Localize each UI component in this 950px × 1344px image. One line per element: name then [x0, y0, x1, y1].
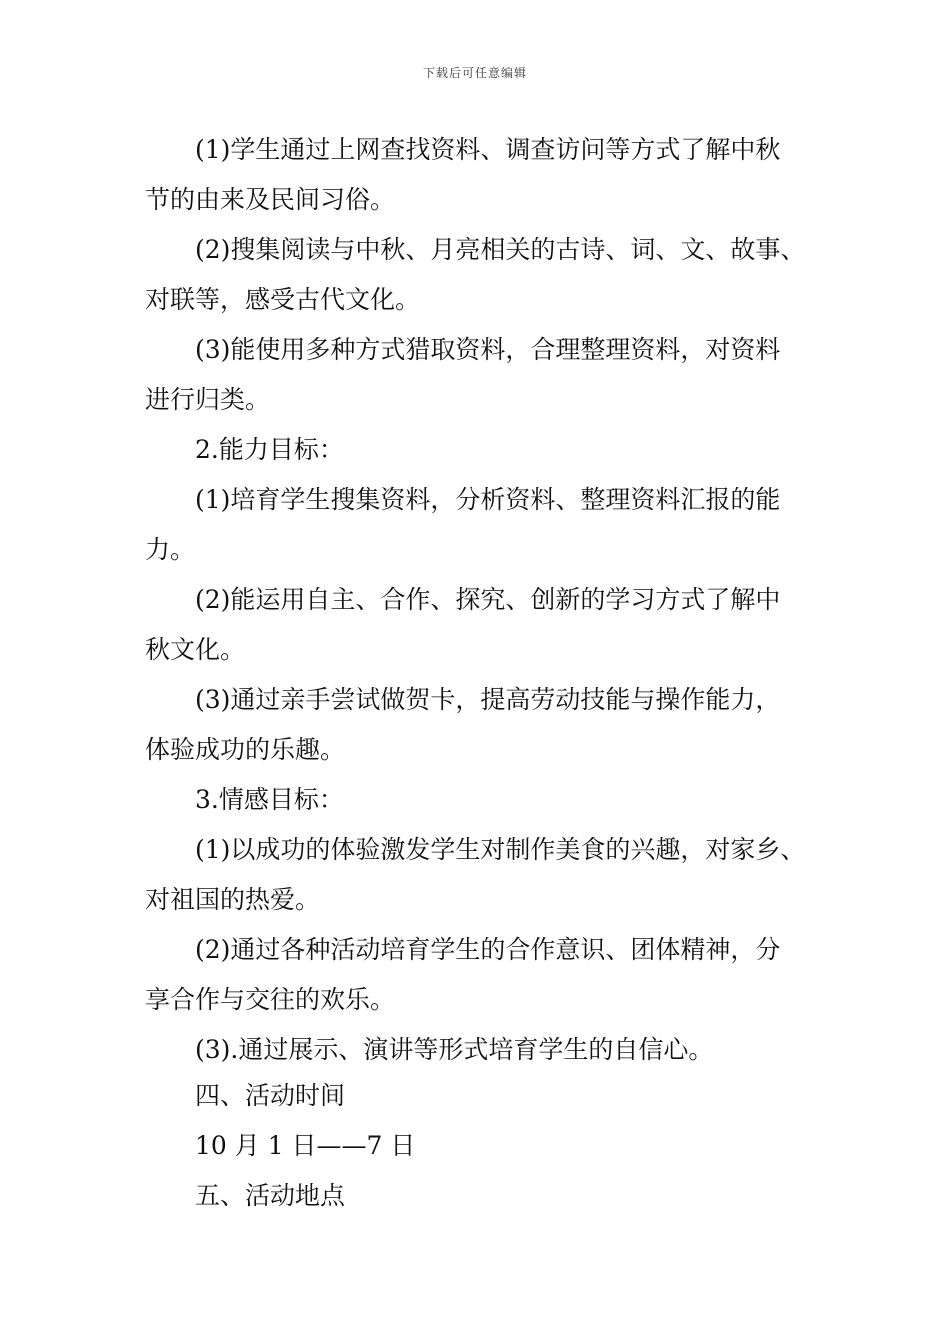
objective-1-1-line-1: (1)学生通过上网查找资料、调查访问等方式了解中秋	[195, 135, 781, 164]
section-5-heading: 五、活动地点	[195, 1181, 346, 1210]
objective-1-1-line-2: 节的由来及民间习俗。	[145, 185, 396, 214]
objective-1-2-line-2: 对联等，感受古代文化。	[145, 285, 421, 314]
objective-3-1-line-2: 对祖国的热爱。	[145, 885, 321, 914]
objective-2-3-line-2: 体验成功的乐趣。	[145, 735, 346, 764]
objective-3-1-line-1: (1)以成功的体验激发学生对制作美食的兴趣，对家乡、	[195, 835, 806, 864]
objective-3-2-line-1: (2)通过各种活动培育学生的合作意识、团体精神，分	[195, 935, 781, 964]
objective-1-3-line-1: (3)能使用多种方式猎取资料，合理整理资料，对资料	[195, 335, 781, 364]
objective-2-1-line-1: (1)培育学生搜集资料，分析资料、整理资料汇报的能	[195, 485, 781, 514]
emotion-goal-heading: 3.情感目标：	[195, 785, 344, 814]
objective-3-3-line: (3).通过展示、演讲等形式培育学生的自信心。	[195, 1035, 714, 1064]
section-4-heading: 四、活动时间	[195, 1081, 346, 1110]
objective-2-3-line-1: (3)通过亲手尝试做贺卡，提高劳动技能与操作能力，	[195, 685, 781, 714]
page-header: 下载后可任意编辑	[422, 66, 527, 80]
objective-2-2-line-2: 秋文化。	[145, 635, 246, 664]
objective-1-2-line-1: (2)搜集阅读与中秋、月亮相关的古诗、词、文、故事、	[195, 235, 806, 264]
ability-goal-heading: 2.能力目标：	[195, 435, 344, 464]
objective-2-1-line-2: 力。	[145, 535, 196, 564]
activity-time-text: 10 月 1 日——7 日	[195, 1131, 416, 1160]
objective-1-3-line-2: 进行归类。	[145, 385, 271, 414]
objective-3-2-line-2: 享合作与交往的欢乐。	[145, 985, 396, 1014]
objective-2-2-line-1: (2)能运用自主、合作、探究、创新的学习方式了解中	[195, 585, 781, 614]
